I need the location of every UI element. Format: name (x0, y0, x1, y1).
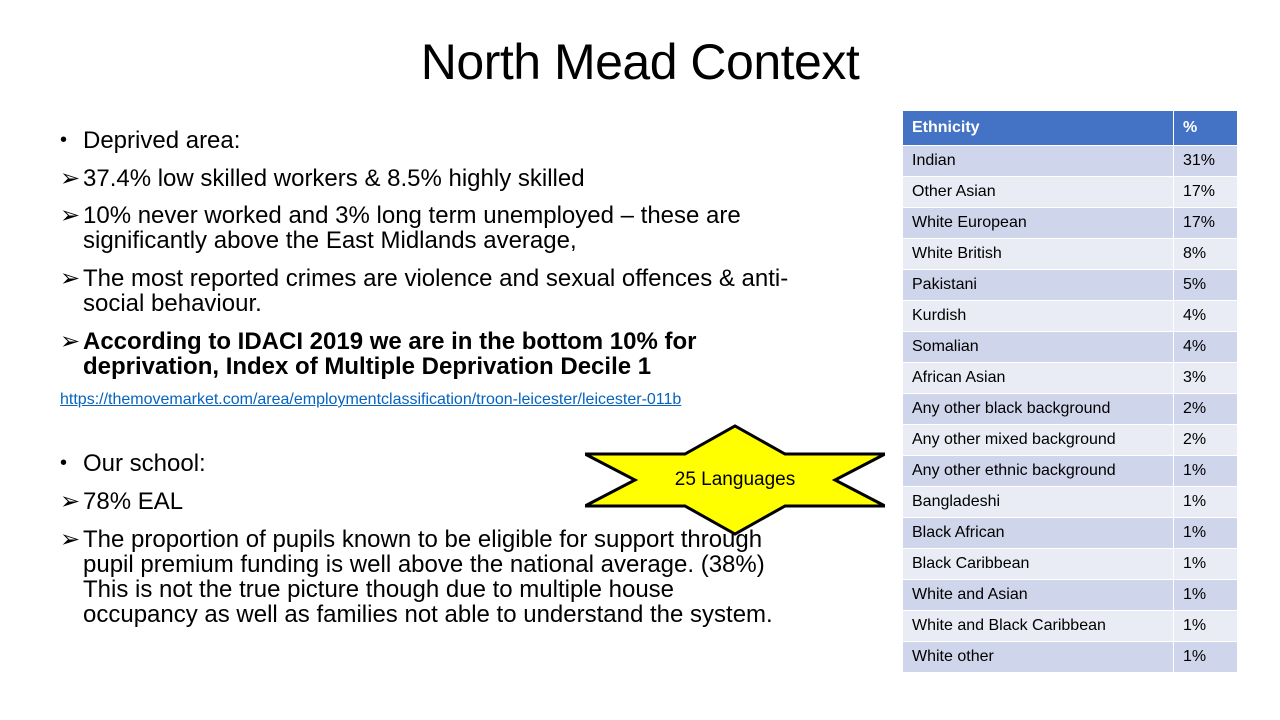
table-row (903, 456, 1238, 487)
cell-ethnicity: White British (903, 239, 1174, 270)
arrow-point (60, 203, 790, 253)
table-row (903, 394, 1238, 425)
cell-percent: 4% (1174, 301, 1238, 332)
languages-callout (585, 424, 885, 536)
table-row (903, 518, 1238, 549)
point-text: According to IDACI 2019 we are in the bottom 10% for deprivation, Index of Multiple Deprivation Decile 1 (83, 328, 697, 380)
arrow-point (60, 266, 790, 316)
cell-percent: 17% (1174, 177, 1238, 208)
bullet-marker: • (60, 452, 68, 474)
cell-ethnicity: Any other ethnic background (903, 456, 1174, 487)
cell-percent: 31% (1174, 146, 1238, 177)
table-row (903, 425, 1238, 456)
bullet-text: Our school: (83, 450, 206, 477)
arrow-icon: ➢ (60, 488, 81, 515)
cell-ethnicity: Bangladeshi (903, 487, 1174, 518)
cell-ethnicity: Black Caribbean (903, 549, 1174, 580)
cell-ethnicity: Indian (903, 146, 1174, 177)
arrow-point (60, 166, 790, 191)
arrow-point (60, 527, 790, 627)
cell-ethnicity: Black African (903, 518, 1174, 549)
table-row (903, 549, 1238, 580)
cell-ethnicity: Any other mixed background (903, 425, 1174, 456)
cell-percent: 1% (1174, 518, 1238, 549)
cell-percent: 1% (1174, 580, 1238, 611)
arrow-icon: ➢ (60, 165, 81, 192)
cell-percent: 2% (1174, 394, 1238, 425)
cell-percent: 8% (1174, 239, 1238, 270)
cell-percent: 1% (1174, 549, 1238, 580)
table-row (903, 239, 1238, 270)
cell-percent: 2% (1174, 425, 1238, 456)
point-text: 78% EAL (83, 488, 184, 515)
callout-text: 25 Languages (674, 469, 796, 490)
point-text: 37.4% low skilled workers & 8.5% highly skilled (83, 165, 585, 192)
header-percent: % (1174, 111, 1238, 146)
point-text: The most reported crimes are violence and sexual offences & anti-social behaviour. (83, 265, 789, 317)
table-header-row (903, 111, 1238, 146)
cell-percent: 4% (1174, 332, 1238, 363)
bullet-text: Deprived area: (83, 127, 241, 154)
cell-ethnicity: Pakistani (903, 270, 1174, 301)
cell-ethnicity: African Asian (903, 363, 1174, 394)
bullet-deprived-area (60, 128, 790, 153)
slide-content (60, 128, 790, 627)
table-row (903, 146, 1238, 177)
slide-title: North Mead Context (420, 34, 860, 90)
cell-ethnicity: Kurdish (903, 301, 1174, 332)
table-row (903, 487, 1238, 518)
arrow-icon: ➢ (60, 202, 81, 229)
bullet-marker: • (60, 129, 68, 151)
arrow-point-bold (60, 329, 790, 379)
point-text: 10% never worked and 3% long term unemployed – these are significantly above the East Midlands average, (83, 202, 741, 254)
cell-percent: 1% (1174, 456, 1238, 487)
cell-ethnicity: White other (903, 642, 1174, 673)
arrow-icon: ➢ (60, 265, 81, 292)
cell-ethnicity: White European (903, 208, 1174, 239)
cell-ethnicity: Any other black background (903, 394, 1174, 425)
arrow-icon: ➢ (60, 328, 81, 355)
ethnicity-table (902, 110, 1238, 673)
source-link[interactable]: https://themovemarket.com/area/employmentclassification/troon-leicester/leicester-011b (60, 391, 682, 408)
table-row (903, 332, 1238, 363)
cell-percent: 1% (1174, 487, 1238, 518)
table-row (903, 208, 1238, 239)
cell-percent: 1% (1174, 642, 1238, 673)
point-text: The proportion of pupils known to be eligible for support through pupil premium funding is well above the national average. (38%) This is not the true picture though due to multiple house occupancy as well as families not able to understand the system. (83, 526, 773, 628)
cell-ethnicity: Other Asian (903, 177, 1174, 208)
cell-percent: 3% (1174, 363, 1238, 394)
table-row (903, 177, 1238, 208)
cell-ethnicity: White and Asian (903, 580, 1174, 611)
arrow-icon: ➢ (60, 526, 81, 553)
table-row (903, 611, 1238, 642)
table-row (903, 301, 1238, 332)
cell-ethnicity: White and Black Caribbean (903, 611, 1174, 642)
table-row (903, 580, 1238, 611)
cell-percent: 17% (1174, 208, 1238, 239)
table-row (903, 270, 1238, 301)
cell-ethnicity: Somalian (903, 332, 1174, 363)
table-row (903, 363, 1238, 394)
header-ethnicity: Ethnicity (903, 111, 1174, 146)
table-row (903, 642, 1238, 673)
cell-percent: 5% (1174, 270, 1238, 301)
cell-percent: 1% (1174, 611, 1238, 642)
